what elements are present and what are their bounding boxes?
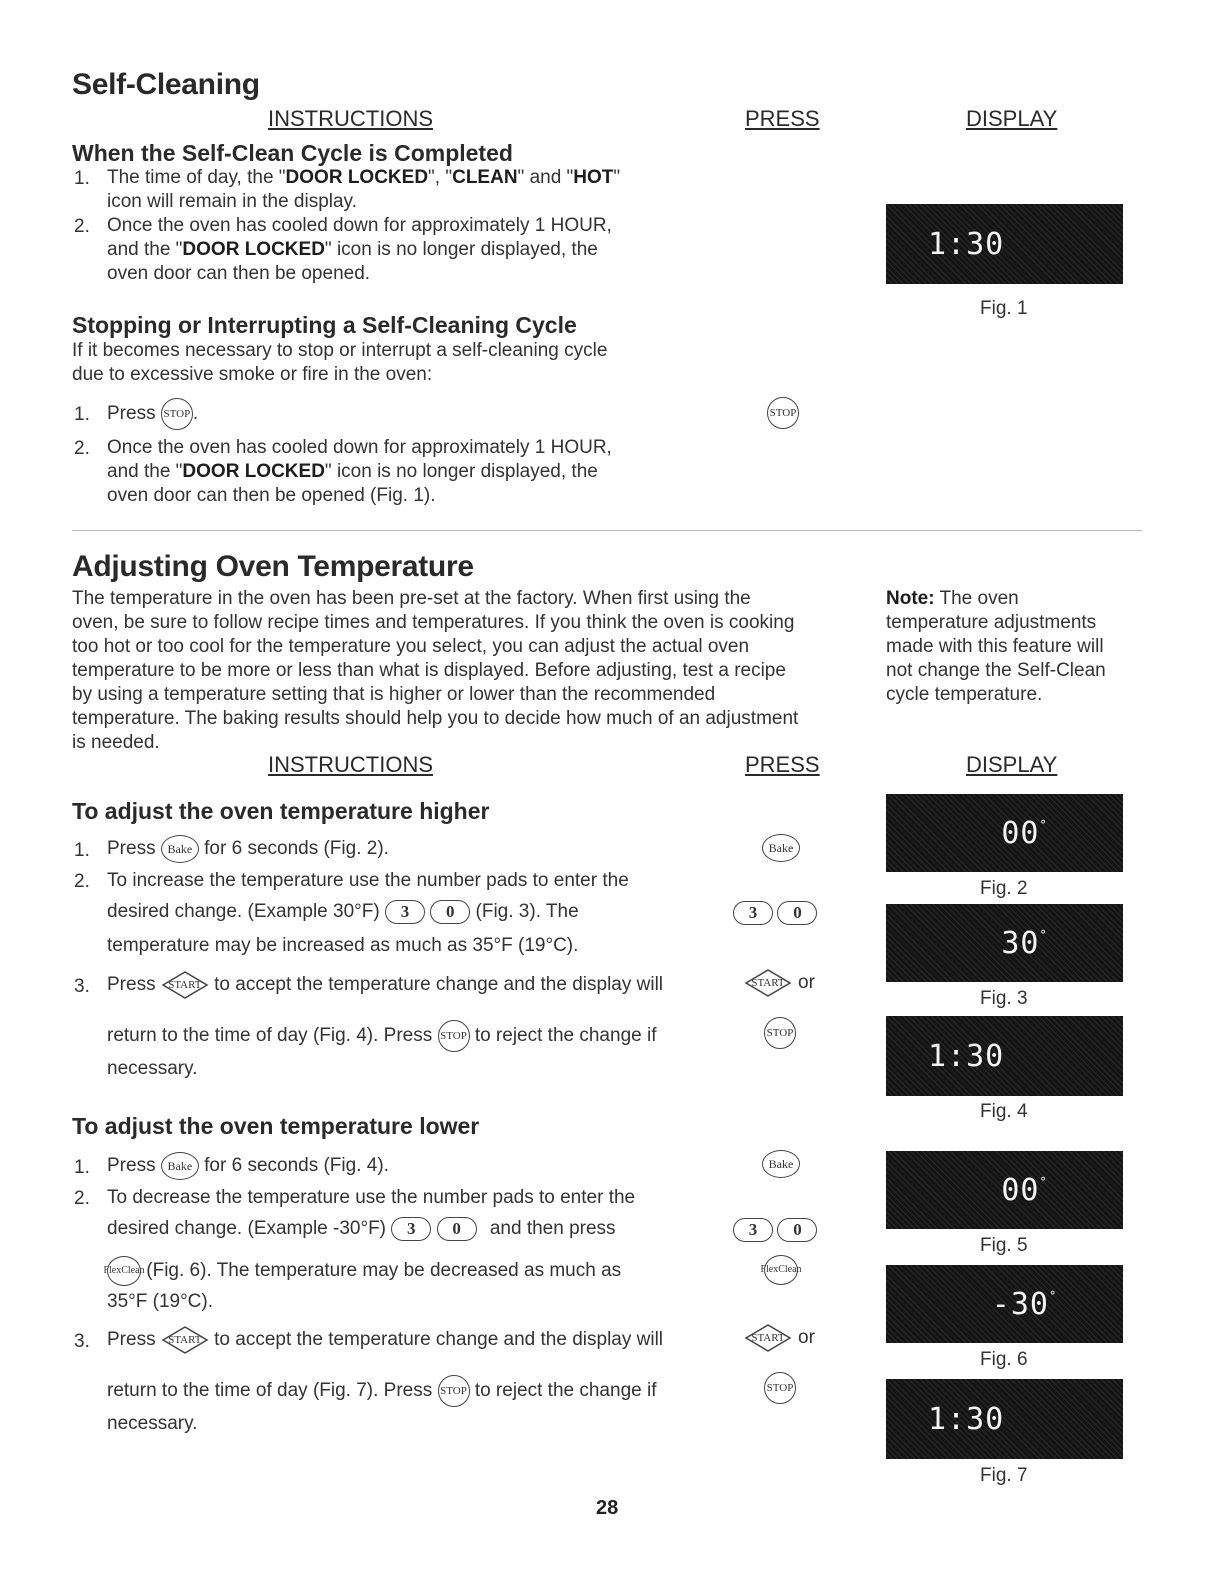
column-header-instructions: INSTRUCTIONS [268,752,433,777]
column-header-press: PRESS [745,752,820,777]
text: for 6 seconds (Fig. 4). [204,1155,389,1176]
text: Press [107,403,156,424]
text: Press [107,974,156,995]
text-hot: HOT [573,167,614,188]
press-number-buttons [733,901,817,925]
list-item-completed-2 [107,214,707,286]
heading-cycle-completed: When the Self-Clean Cycle is Completed [72,140,513,166]
text: " and " [517,167,574,188]
list-item-higher-2-line3: temperature may be increased as much as 35°F (19°C). [107,935,579,956]
text: desired change. (Example -30°F) [107,1218,387,1239]
list-item-lower-2-line3 [103,1256,622,1286]
bake-button-icon: Bake [161,1152,199,1180]
column-header-instructions: INSTRUCTIONS [268,106,433,131]
stopping-intro [72,339,712,387]
text: to reject the change if [474,1380,657,1401]
degree-symbol: ° [1039,1175,1048,1189]
press-start-or [744,1323,815,1353]
flex-clean-button-icon [103,1256,145,1286]
text: The temperature in the oven has been pre-set at the factory. When first using the [72,588,751,609]
list-item-higher-2-line1: To increase the temperature use the number pads to enter the [107,870,629,891]
text: ", " [428,167,453,188]
text: temperature adjustments [886,612,1097,633]
clean-label: Clean [121,1265,145,1276]
list-item-higher-3-line2 [107,1020,656,1052]
note-box [886,587,1146,707]
clean-label: Clean [778,1264,802,1275]
list-number: 2. [74,871,90,892]
figure-label-fig2: Fig. 2 [980,878,1028,899]
text: for 6 seconds (Fig. 2). [204,838,389,859]
oven-display-fig4 [886,1016,1123,1096]
list-number: 3. [74,1331,90,1352]
text: The oven [934,588,1019,609]
display-value: 1:30 [928,226,1005,262]
list-number: 1. [74,168,90,189]
list-item-higher-3-line1 [107,970,663,1000]
number-0-button-icon: 0 [437,1217,477,1241]
adjusting-intro [72,587,862,755]
oven-display-fig2 [886,794,1123,872]
oven-display-fig6 [886,1265,1123,1343]
text: oven, be sure to follow recipe times and temperatures. If you think the oven is cooking [72,612,795,633]
text: Once the oven has cooled down for approximately 1 HOUR, [107,215,612,236]
list-item-lower-3-line2 [107,1375,656,1407]
list-item-stopping-2 [107,436,707,508]
section-title-self-cleaning: Self-Cleaning [72,68,260,101]
list-number: 1. [74,404,90,425]
press-start-or [744,968,815,998]
oven-display-fig1 [886,204,1123,284]
degree-symbol: ° [1039,818,1048,832]
text: temperature. The baking results should help you to decide how much of an adjustment [72,708,799,729]
text: made with this feature will [886,636,1104,657]
bake-button-icon: Bake [161,835,199,863]
text: desired change. (Example 30°F) [107,901,380,922]
text: Press [107,1329,156,1350]
list-item-higher-1 [107,835,389,863]
press-number-0-button[interactable]: 0 [777,901,817,925]
text: Press [107,838,156,859]
figure-label-fig7: Fig. 7 [980,1465,1028,1486]
list-item-lower-2-line1: To decrease the temperature use the number pads to enter the [107,1187,636,1208]
list-number: 1. [74,1157,90,1178]
heading-adjust-lower: To adjust the oven temperature lower [72,1113,480,1139]
text: too hot or too cool for the temperature you select, you can adjust the actual oven [72,636,750,657]
press-start-button[interactable] [744,968,792,998]
start-label: START [168,1334,202,1346]
stop-button-icon: STOP [438,1375,470,1407]
oven-display-fig5 [886,1151,1123,1229]
list-item-lower-2-line2 [107,1217,616,1241]
text: is needed. [72,732,160,753]
flex-label: Flex [760,1264,779,1275]
text: Press [107,1155,156,1176]
text: cycle temperature. [886,684,1043,705]
section-title-adjusting-temperature: Adjusting Oven Temperature [72,550,474,583]
text-door-locked: DOOR LOCKED [285,167,429,188]
text: " icon is no longer displayed, the [324,461,598,482]
list-item-higher-3-line3: necessary. [107,1058,198,1079]
text: temperature to be more or less than what is displayed. Before adjusting, test a recipe [72,660,786,681]
text: to accept the temperature change and the display will [214,1329,664,1350]
list-number: 3. [74,976,90,997]
number-3-button-icon: 3 [391,1217,431,1241]
list-item-completed-1 [107,166,707,214]
column-header-press: PRESS [745,106,820,131]
text: If it becomes necessary to stop or interrupt a self-cleaning cycle [72,340,608,361]
list-number: 2. [74,438,90,459]
text: and the " [107,461,183,482]
text: to reject the change if [474,1025,657,1046]
list-number: 2. [74,1188,90,1209]
degree-symbol: ° [1048,1289,1058,1303]
list-item-lower-1 [107,1152,389,1180]
page-number: 28 [596,1497,619,1519]
text-door-locked: DOOR LOCKED [182,239,325,260]
column-header-display: DISPLAY [966,106,1058,131]
list-item-stopping-1: Press STOP . [107,398,198,430]
text: return to the time of day (Fig. 7). Press [107,1380,433,1401]
text: to accept the temperature change and the display will [214,974,664,995]
press-flex-clean-button[interactable] [760,1255,802,1285]
display-value: 1:30 [928,1038,1005,1074]
text: oven door can then be opened (Fig. 1). [107,485,436,506]
list-number: 1. [74,840,90,861]
list-item-higher-2-line2 [107,900,579,924]
display-value: 30 [1001,925,1040,961]
list-item-lower-3-line3: necessary. [107,1413,198,1434]
text-door-locked: DOOR LOCKED [182,461,325,482]
degree-symbol: ° [1039,928,1048,942]
start-button-icon [161,1325,209,1355]
text: " icon is no longer displayed, the [324,239,598,260]
stop-button-icon: STOP [438,1020,470,1052]
flex-label: Flex [103,1265,122,1276]
figure-label-fig1: Fig. 1 [980,298,1028,319]
figure-label-fig6: Fig. 6 [980,1349,1028,1370]
list-number: 2. [74,216,90,237]
number-3-button-icon: 3 [385,900,425,924]
press-stop-button[interactable]: STOP [764,1372,796,1404]
text: (Fig. 3). The [475,901,579,922]
start-label: START [168,979,202,991]
press-number-0-button[interactable]: 0 [777,1218,817,1242]
text: oven door can then be opened. [107,263,371,284]
oven-display-fig7 [886,1379,1123,1459]
text: The time of day, the " [107,167,286,188]
text: return to the time of day (Fig. 4). Press [107,1025,433,1046]
list-item-lower-3-line1 [107,1325,663,1355]
section-divider [72,530,1142,531]
press-stop-button[interactable]: STOP [767,397,799,429]
display-value: 00 [1001,815,1040,851]
figure-label-fig3: Fig. 3 [980,988,1028,1009]
stop-button-icon: STOP [161,398,193,430]
display-value: -30 [991,1286,1049,1322]
figure-label-fig5: Fig. 5 [980,1235,1028,1256]
text: icon will remain in the display. [107,191,357,212]
start-label: START [751,1332,785,1344]
heading-stopping-cycle: Stopping or Interrupting a Self-Cleaning Cycle [72,312,577,338]
display-value: 1:30 [928,1401,1005,1437]
press-bake-button[interactable]: Bake [762,1150,800,1178]
number-0-button-icon: 0 [430,900,470,924]
note-label: Note: [886,588,935,609]
or-text: or [798,972,815,993]
press-stop-button[interactable]: STOP [764,1017,796,1049]
text: and the " [107,239,183,260]
press-bake-button[interactable]: Bake [762,834,800,862]
heading-adjust-higher: To adjust the oven temperature higher [72,798,490,824]
text: by using a temperature setting that is higher or lower than the recommended [72,684,716,705]
text: not change the Self-Clean [886,660,1106,681]
text-clean: CLEAN [452,167,518,188]
text: (Fig. 6). The temperature may be decreased as much as [146,1260,622,1281]
press-start-button[interactable] [744,1323,792,1353]
or-text: or [798,1327,815,1348]
list-item-lower-2-line4: 35°F (19°C). [107,1291,214,1312]
figure-label-fig4: Fig. 4 [980,1101,1028,1122]
press-number-3-button[interactable]: 3 [733,1218,773,1242]
text: and then press [489,1218,616,1239]
text: " [613,167,621,188]
press-number-buttons [733,1218,817,1242]
display-value: 00 [1001,1172,1040,1208]
start-button-icon [161,970,209,1000]
text: Once the oven has cooled down for approximately 1 HOUR, [107,437,612,458]
press-number-3-button[interactable]: 3 [733,901,773,925]
column-header-display: DISPLAY [966,752,1058,777]
start-label: START [751,977,785,989]
oven-display-fig3 [886,904,1123,982]
text: due to excessive smoke or fire in the oven: [72,364,433,385]
